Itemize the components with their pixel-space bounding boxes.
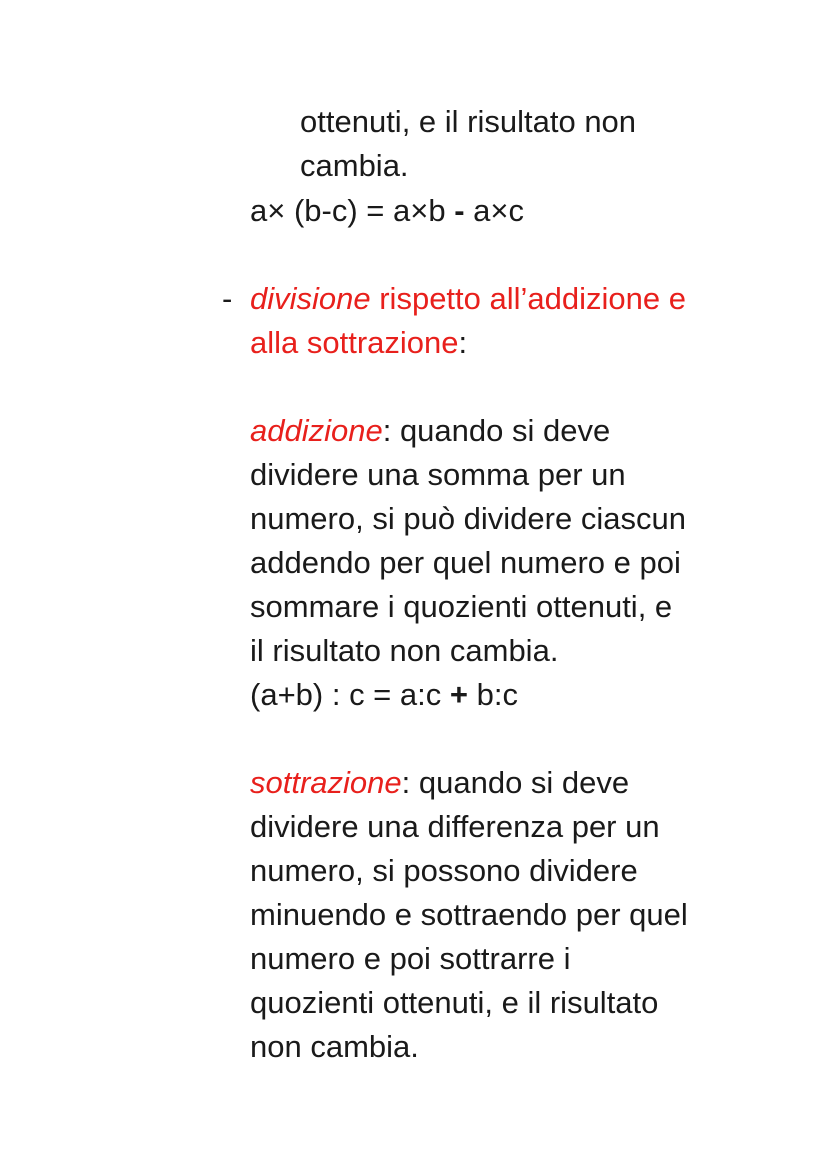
addition-line: dividere una somma per un <box>250 457 626 492</box>
intro-formula <box>250 195 524 226</box>
addition-line: numero, si può dividere ciascun <box>250 501 686 536</box>
intro-line-2: cambia. <box>300 148 409 183</box>
subtraction-line: quozienti ottenuti, e il risultato <box>250 985 659 1020</box>
addition-line: sommare i quozienti ottenuti, e <box>250 589 673 624</box>
addition-line: addendo per quel numero e poi <box>250 545 681 580</box>
addition-heading <box>250 415 610 446</box>
subtraction-line: dividere una differenza per un <box>250 809 660 844</box>
subtraction-line: numero e poi sottrarre i <box>250 941 571 976</box>
addition-formula <box>250 679 518 710</box>
formula-rhs: b:c <box>467 677 518 712</box>
formula-operator: + <box>449 677 468 712</box>
addition-heading-rest: : quando si deve <box>382 413 611 448</box>
division-heading-line-1 <box>250 283 686 314</box>
division-heading-line-2 <box>250 327 467 358</box>
intro-line-1: ottenuti, e il risultato non <box>300 104 637 139</box>
division-heading-colon: : <box>458 325 468 360</box>
formula-operator: - <box>454 193 465 228</box>
bullet-dash: - <box>222 281 233 316</box>
subtraction-line: numero, si possono dividere <box>250 853 638 888</box>
formula-rhs: a×c <box>464 193 524 228</box>
division-heading-red: alla sottrazione <box>250 325 459 360</box>
division-heading-rest: rispetto all’addizione e <box>370 281 686 316</box>
formula-lhs: (a+b) : c = a:c <box>250 677 450 712</box>
addition-line: il risultato non cambia. <box>250 633 559 668</box>
subtraction-line: minuendo e sottraendo per quel <box>250 897 688 932</box>
subtraction-heading-rest: : quando si deve <box>401 765 630 800</box>
addition-term: addizione <box>250 413 383 448</box>
formula-lhs: a× (b-c) = a×b <box>250 193 455 228</box>
division-term: divisione <box>250 281 371 316</box>
subtraction-line: non cambia. <box>250 1029 419 1064</box>
subtraction-heading <box>250 767 629 798</box>
subtraction-term: sottrazione <box>250 765 402 800</box>
